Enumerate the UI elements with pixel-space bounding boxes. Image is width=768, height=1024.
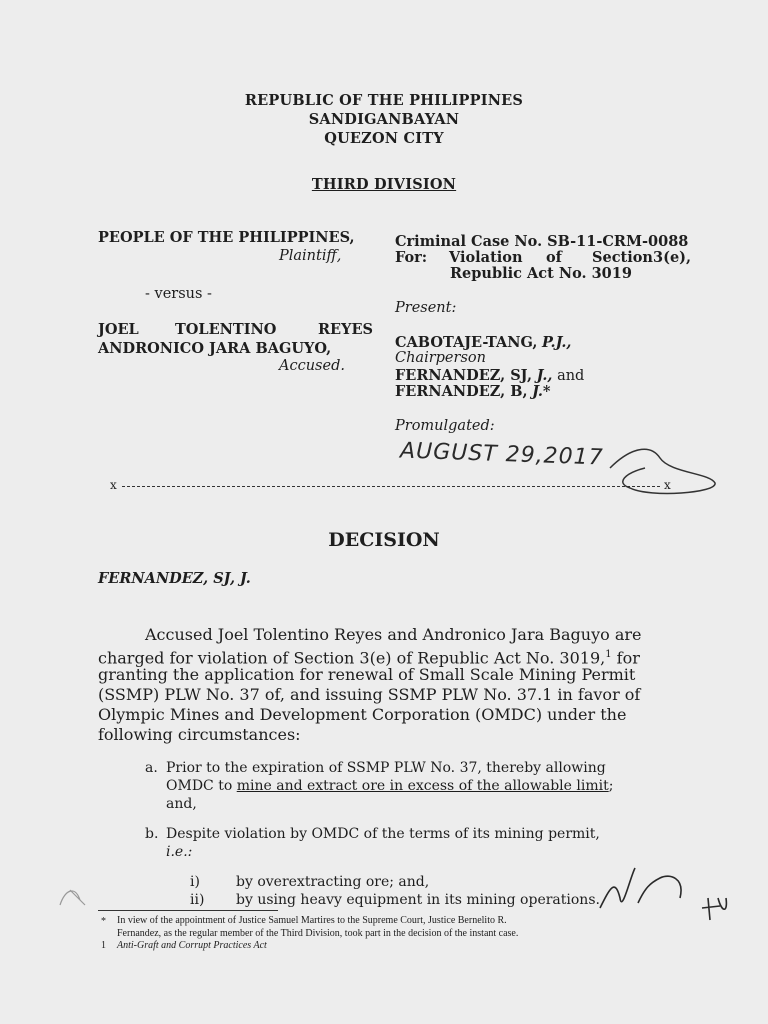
justice-1 xyxy=(395,334,571,351)
promulgated-label: Promulgated: xyxy=(395,418,495,434)
item-b-line2: i.e.: xyxy=(166,844,193,860)
plaintiff-name: PEOPLE OF THE PHILIPPINES, xyxy=(98,229,355,246)
accused-first-name: JOEL xyxy=(98,321,139,338)
footnote-star-marker: * xyxy=(101,916,106,927)
para1-line4: (SSMP) PLW No. 37 of, and issuing SSMP PLW No. 37.1 in favor of xyxy=(98,685,641,704)
footnote-1-marker: 1 xyxy=(101,940,106,951)
separator-left-x: x xyxy=(110,478,117,492)
para1-line3: granting the application for renewal of Small Scale Mining Permit xyxy=(98,665,636,684)
decision-title: DECISION xyxy=(328,529,440,551)
division-title: THIRD DIVISION xyxy=(311,176,457,193)
item-a-line3: and, xyxy=(166,796,197,812)
court-republic: REPUBLIC OF THE PHILIPPINES xyxy=(244,92,524,109)
para1-line2-end: for xyxy=(611,648,640,668)
for-word-4: 3(e), xyxy=(653,249,692,266)
accused-role: Accused. xyxy=(279,358,345,374)
para1-line1: Accused Joel Tolentino Reyes and Andronico Jara Baguyo are xyxy=(145,625,642,644)
sub-ii-marker: ii) xyxy=(190,892,205,908)
item-a-underlined: mine and extract ore in excess of the allowable limit xyxy=(236,778,609,794)
footnote-star-line1: In view of the appointment of Justice Samuel Martires to the Supreme Court, Justice Bernelito R. xyxy=(117,915,507,926)
plaintiff-role: Plaintiff, xyxy=(279,248,342,264)
footnote-star-line2: Fernandez, as the regular member of the Third Division, took part in the decision of the instant case. xyxy=(117,928,519,939)
item-a-line2-text: OMDC to xyxy=(166,778,237,794)
justice-2-title: J., xyxy=(536,367,553,384)
for-line-2: Republic Act No. 3019 xyxy=(450,265,632,282)
justice-1-name: CABOTAJE-TANG, xyxy=(395,334,538,351)
justice-1-role: Chairperson xyxy=(395,350,486,366)
justice-2 xyxy=(395,367,584,384)
for-label: For: xyxy=(395,249,428,266)
for-word-1: Violation xyxy=(449,249,523,266)
versus-label: - versus - xyxy=(145,286,212,302)
promulgation-date: AUGUST 29,2017 xyxy=(399,438,605,471)
separator-line xyxy=(122,486,660,487)
accused-last-name: REYES xyxy=(318,321,373,338)
justice-2-and: and xyxy=(557,368,585,384)
for-word-3: Section xyxy=(592,249,653,266)
justice-3-title: J.* xyxy=(532,383,551,400)
sub-i-marker: i) xyxy=(190,874,200,890)
court-city: QUEZON CITY xyxy=(324,130,444,147)
for-word-2: of xyxy=(546,249,562,266)
item-a-line2 xyxy=(166,778,613,794)
sub-ii-text: by using heavy equipment in its mining operations. xyxy=(236,892,600,908)
accused-second: ANDRONICO JARA BAGUYO, xyxy=(98,340,332,357)
justice-1-title: P.J., xyxy=(542,334,572,351)
case-number: Criminal Case No. SB-11-CRM-0088 xyxy=(395,233,689,250)
justice-3-name: FERNANDEZ, B, xyxy=(395,383,528,400)
initials-signature-icon xyxy=(590,858,740,928)
item-b-line1: Despite violation by OMDC of the terms of its mining permit, xyxy=(166,826,600,842)
date-flourish-icon xyxy=(590,438,730,498)
para1-line5: Olympic Mines and Development Corporation (OMDC) under the xyxy=(98,705,627,724)
para1-line2-text: charged for violation of Section 3(e) of Republic Act No. 3019, xyxy=(98,648,606,668)
item-a-line1: Prior to the expiration of SSMP PLW No. 37, thereby allowing xyxy=(166,760,606,776)
sub-i-text: by overextracting ore; and, xyxy=(236,874,430,890)
para1-line6: following circumstances: xyxy=(98,725,301,744)
footnote-1-text: Anti-Graft and Corrupt Practices Act xyxy=(117,940,267,951)
ponente: FERNANDEZ, SJ, J. xyxy=(98,570,251,587)
justice-3 xyxy=(395,383,551,400)
item-b-marker: b. xyxy=(145,826,159,842)
footnote-ref-1: 1 xyxy=(605,649,612,660)
justice-2-name: FERNANDEZ, SJ, xyxy=(395,367,532,384)
item-a-line2-end: ; xyxy=(608,778,614,794)
item-a-marker: a. xyxy=(145,760,158,776)
present-label: Present: xyxy=(395,300,457,316)
footnote-rule xyxy=(98,910,278,911)
court-name: SANDIGANBAYAN xyxy=(308,111,460,128)
separator-right-x: x xyxy=(664,478,671,492)
accused-middle-name: TOLENTINO xyxy=(175,321,277,338)
margin-mark-icon xyxy=(55,880,95,910)
